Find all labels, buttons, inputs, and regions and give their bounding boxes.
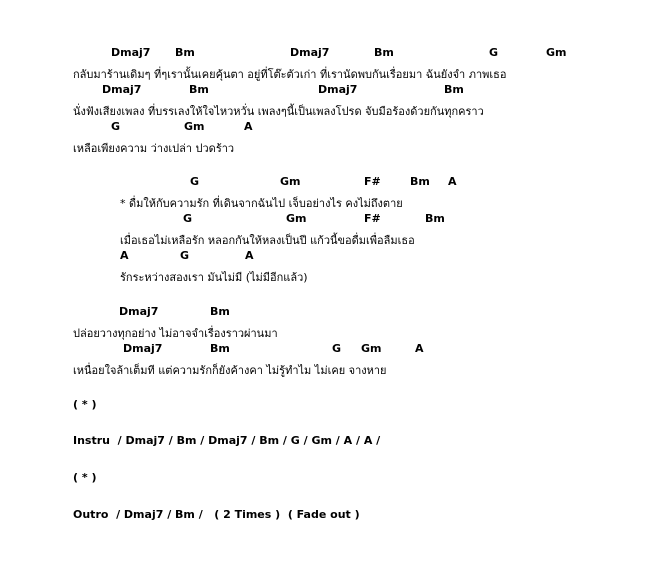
chord: Gm <box>286 212 307 225</box>
chord: Gm <box>184 120 205 133</box>
lyric-line: เหนื่อยใจล้าเต็มที แต่ความรักก็ยังค้างคา ไม่รู้ทำไม ไม่เคย จางหาย <box>73 364 387 377</box>
chord: Dmaj7 <box>318 83 358 96</box>
chord: Dmaj7 <box>111 46 151 59</box>
chord: Bm <box>189 83 209 96</box>
instrumental-line: Instru / Dmaj7 / Bm / Dmaj7 / Bm / G / Gm / A / A / <box>73 434 381 447</box>
chord: Dmaj7 <box>123 342 163 355</box>
chord: Gm <box>361 342 382 355</box>
chord: G <box>332 342 342 355</box>
chord: F# <box>364 175 381 188</box>
chord: A <box>448 175 457 188</box>
chord: A <box>120 249 129 262</box>
chord: G <box>190 175 200 188</box>
chord: G <box>183 212 193 225</box>
chord-line <box>0 120 666 136</box>
chord: Bm <box>444 83 464 96</box>
chord-line <box>0 342 666 358</box>
lyric-line: นั่งฟังเสียงเพลง ที่บรรเลงให้ใจไหวหวั่น เพลงๆนี้เป็นเพลงโปรด จับมือร้องด้วยกันทุกคราว <box>73 105 484 118</box>
chord: Bm <box>210 305 230 318</box>
repeat-chorus-marker: ( * ) <box>73 398 97 411</box>
chord-line <box>0 175 666 191</box>
chord: Bm <box>210 342 230 355</box>
chord: Bm <box>425 212 445 225</box>
chord: Dmaj7 <box>119 305 159 318</box>
chord: Dmaj7 <box>102 83 142 96</box>
chord: Gm <box>546 46 567 59</box>
chord-line <box>0 305 666 321</box>
lyric-line: กลับมาร้านเดิมๆ ที่ๆเรานั้นเคยคุ้นตา อยู่ที่โต๊ะตัวเก่า ที่เรานัดพบกันเรื่อยมา ฉันยังจำ ภาพเธอ <box>73 68 507 81</box>
chord-line <box>0 46 666 62</box>
chord: Gm <box>280 175 301 188</box>
chord: G <box>489 46 499 59</box>
chord: Bm <box>175 46 195 59</box>
outro-line: Outro / Dmaj7 / Bm / ( 2 Times ) ( Fade out ) <box>73 508 360 521</box>
chord: Dmaj7 <box>290 46 330 59</box>
chord: A <box>244 120 253 133</box>
lyric-line: รักระหว่างสองเรา มันไม่มี (ไม่มีอีกแล้ว) <box>120 271 308 284</box>
repeat-chorus-marker: ( * ) <box>73 471 97 484</box>
chord: A <box>415 342 424 355</box>
chord: G <box>180 249 190 262</box>
chord-line <box>0 249 666 265</box>
chord: Bm <box>374 46 394 59</box>
lyric-line: เหลือเพียงความ ว่างเปล่า ปวดร้าว <box>73 142 235 155</box>
chord-line <box>0 212 666 228</box>
lyric-line: ปล่อยวางทุกอย่าง ไม่อาจจำเรื่องราวผ่านมา <box>73 327 278 340</box>
lyric-line: เมื่อเธอไม่เหลือรัก หลอกกันให้หลงเป็นปี แก้วนี้ขอดื่มเพื่อลืมเธอ <box>120 234 415 247</box>
chord-line <box>0 83 666 99</box>
chord: A <box>245 249 254 262</box>
lyric-line: * ดื่มให้กับความรัก ที่เดินจากฉันไป เจ็บอย่างไร คงไม่ถึงตาย <box>120 197 403 210</box>
chord: F# <box>364 212 381 225</box>
chord: Bm <box>410 175 430 188</box>
chord: G <box>111 120 121 133</box>
